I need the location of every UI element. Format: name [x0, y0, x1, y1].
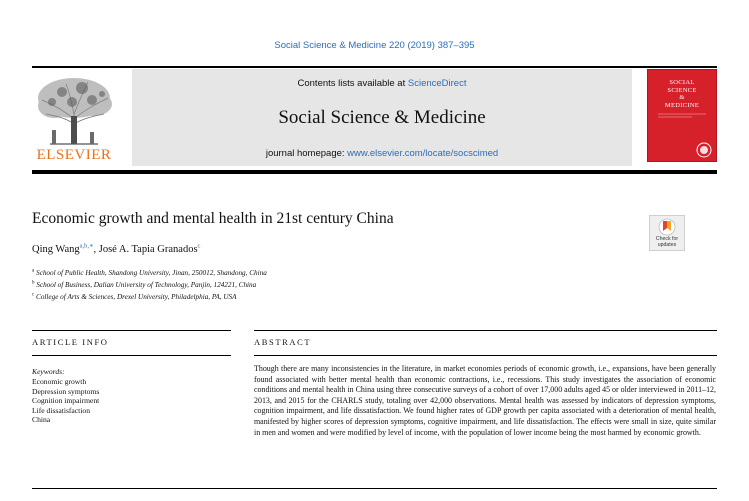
check-for-updates-label: Check for updates: [655, 236, 679, 248]
cover-title-line: SCIENCE: [667, 86, 697, 94]
keywords-label: Keywords:: [32, 367, 65, 376]
journal-citation[interactable]: Social Science & Medicine 220 (2019) 387–395: [274, 40, 475, 51]
cover-decoration-icon: [652, 112, 712, 160]
affiliation-mark: a: [32, 268, 35, 274]
keyword-item: China: [32, 415, 51, 425]
journal-title: Social Science & Medicine: [278, 107, 486, 128]
affiliation-text: School of Public Health, Shandong University, Jinan, 250012, Shandong, China: [36, 269, 267, 277]
cover-title-line: SOCIAL: [669, 79, 695, 86]
masthead-bottom-rule: [32, 170, 717, 174]
article-info-heading: ARTICLE INFO: [32, 337, 109, 347]
affiliation-text: School of Business, Dalian University of Technology, Panjin, 124221, China: [36, 281, 257, 289]
article-title: Economic growth and mental health in 21st century China: [32, 210, 394, 227]
contents-line: [132, 78, 632, 89]
article-info-bottom-rule: [32, 355, 231, 356]
contents-prefix: Contents lists available at: [297, 78, 406, 89]
author-name[interactable]: José A. Tapia Granados: [98, 244, 198, 255]
keyword-item: Cognition impairment: [32, 396, 100, 406]
keyword-item: Depression symptoms: [32, 386, 100, 396]
affiliation-c: [32, 293, 237, 301]
affiliation-text: College of Arts & Sciences, Drexel University, Philadelphia, PA, USA: [36, 293, 237, 301]
homepage-line: [132, 148, 632, 159]
homepage-prefix: journal homepage:: [265, 148, 345, 159]
affiliation-a: [32, 269, 267, 277]
abstract-body: Though there are many inconsistencies in the literature, in market economies periods of economic growth, i.e., expansions, have been generally found associated with better mental health than economic contractions, i.e., recessions. This study investigates the association of economic conditions and mental health in China using three consecutive surveys of a cohort of over 17,000 adults aged 45 or older interviewed in 2011–12, 2013, and 2015 for the CHARLS study, totaling over 42,000 observations. Mental health was assessed by indicators of depression symptoms, cognition impairment, and life dissatisfaction. We found higher rates of GDP growth per capita associated with a deterioration of mental health, manifested by higher scores of depression symptoms, cognitive impairment, and life dissatisfaction. The effects were small in size, quite similar in men and women and were modified by level of income, with the population of lower income being the most harmed by economic growth.: [254, 364, 716, 437]
abstract-bottom-rule: [254, 355, 717, 356]
sciencedirect-link[interactable]: ScienceDirect: [407, 78, 467, 89]
author-separator: ,: [93, 244, 99, 255]
author-list: [32, 244, 200, 255]
page-bottom-rule: [32, 488, 717, 489]
corresponding-author-mark[interactable]: ∗: [89, 242, 94, 250]
affiliation-mark: b: [32, 280, 35, 286]
cover-title-line: MEDICINE: [664, 101, 700, 109]
affiliation-b: [32, 281, 256, 289]
abstract-heading: ABSTRACT: [254, 337, 312, 347]
cover-title-line: &: [679, 94, 685, 101]
crossmark-icon: [658, 218, 676, 236]
author-affiliation-marks[interactable]: c: [197, 242, 201, 250]
article-info-top-rule: [32, 330, 231, 331]
elsevier-wordmark: ELSEVIER: [36, 147, 112, 163]
keyword-item: Economic growth: [32, 377, 87, 386]
abstract-top-rule: [254, 330, 717, 331]
affiliation-mark: c: [32, 292, 35, 298]
cover-title: [652, 79, 712, 109]
journal-homepage-link[interactable]: www.elsevier.com/locate/socscimed: [347, 148, 499, 159]
keywords-list: [32, 377, 99, 425]
author-affiliation-marks[interactable]: a,b,: [79, 242, 90, 250]
author-name[interactable]: Qing Wang: [32, 244, 80, 255]
masthead-top-rule: [32, 66, 717, 68]
keyword-item: Life dissatisfaction: [32, 405, 90, 415]
